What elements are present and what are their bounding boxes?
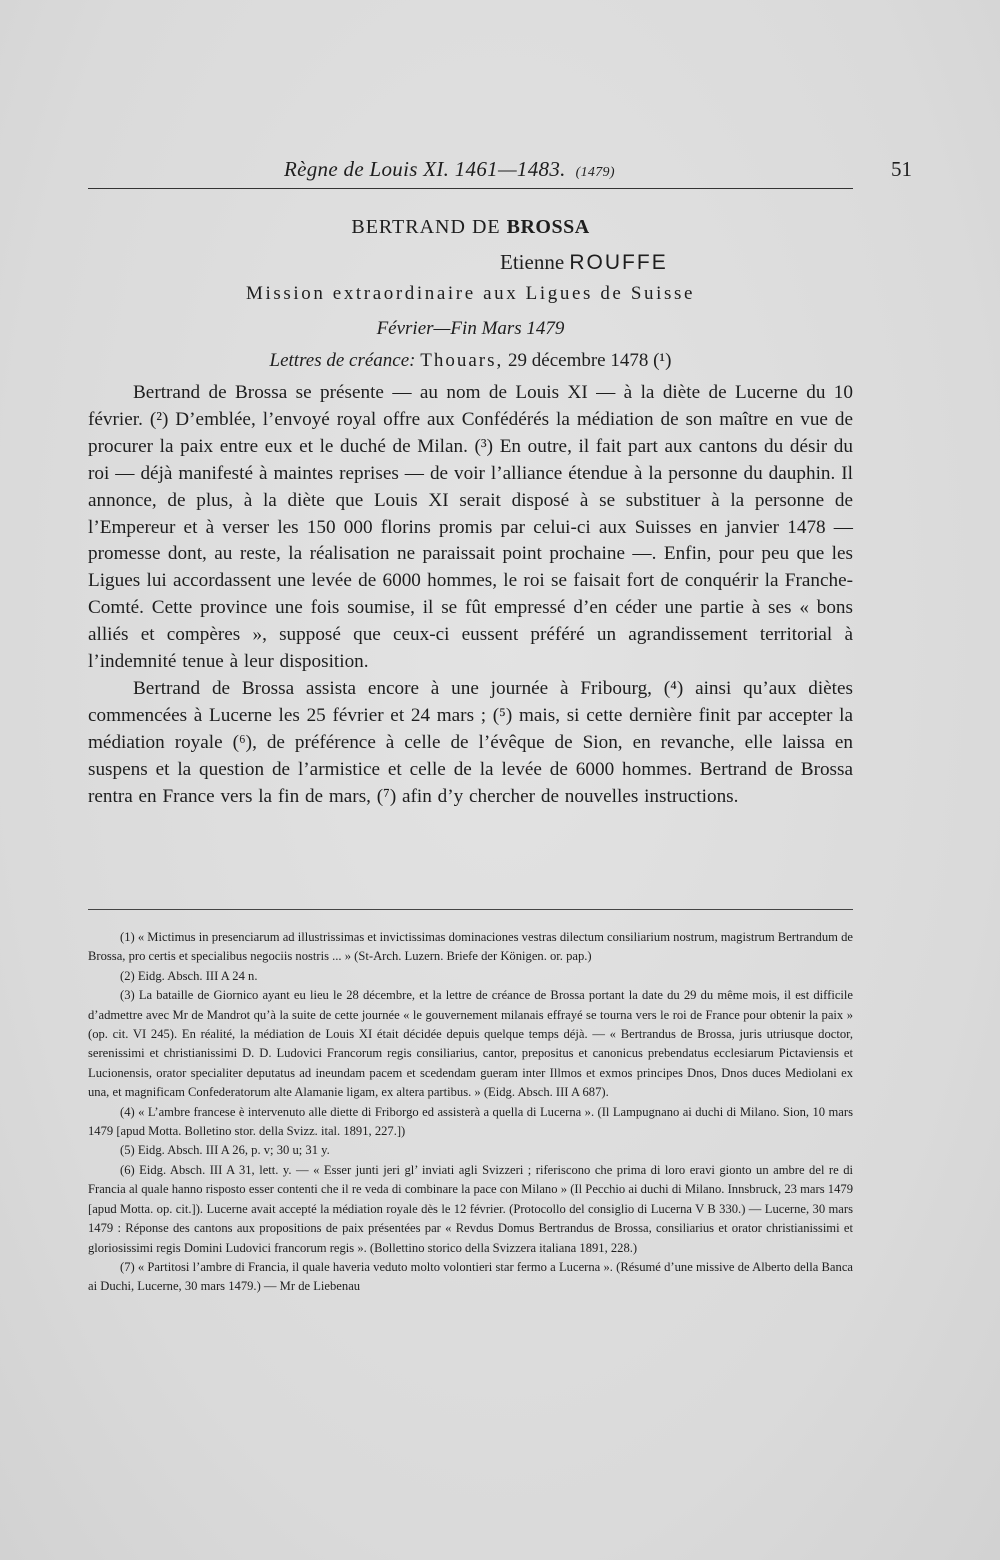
header-year: (1479) — [575, 165, 615, 180]
mission-title: Mission extraordinaire aux Ligues de Suisse — [246, 283, 695, 304]
footnote: (1) « Mictimus in presenciarum ad illustrissimas et invictissimas dominaciones vestras dilectum consiliarium nostrum, magistrum Bertrandum de Brossa, pro certis et specialibus negociis nostris ... » (St-Arch. Luzern. Briefe der Königen. or. pap.) — [88, 930, 853, 964]
paragraph: Bertrand de Brossa se présente — au nom de Louis XI — à la diète de Lucerne du 10 février. (²) D’emblée, l’envoyé royal offre aux Confédérés la médiation de son maître en vue de procurer la paix entre eux et le duché de Milan. (³) En outre, il fait part aux cantons du désir du roi — déjà manifesté à maintes reprises — de voir l’alliance étendue à la personne du dauphin. Il annonce, de plus, à la diète que Louis XI serait disposé à se substituer à la personne de l’Empereur et à verser les 150 000 florins promis par celui-ci aux Suisses en janvier 1478 — promesse dont, au reste, la réalisation ne paraissait point prochaine —. Enfin, pour peu que les Ligues lui accordassent une levée de 6000 hommes, le roi se faisait fort de conquérir la Franche-Comté. Cette province une fois soumise, il se fût empressé d’en céder une partie à ses « bons alliés et compères », supposé que ceux-ci eussent préféré un agrandissement territorial à l’indemnité tenue à leur disposition. — [88, 382, 853, 673]
second-envoy-name: Etienne ROUFFE — [500, 250, 668, 274]
footnotes — [88, 928, 853, 1297]
header-rule — [88, 188, 853, 189]
running-title: Règne de Louis XI. 1461—1483. (1479) — [284, 157, 615, 181]
footnote: (2) Eidg. Absch. III A 24 n. — [120, 968, 258, 983]
envoy-name: BERTRAND DE BROSSA — [351, 216, 590, 238]
paragraph: Bertrand de Brossa assista encore à une journée à Fribourg, (⁴) ainsi qu’aux diètes commencées à Lucerne les 25 février et 24 mars ; (⁵) mais, si cette dernière finit par accepter la médiation royale (⁶), de préférence à celle de l’évêque de Sion, en revanche, elle laissa en suspens et la question de l’armistice et celle de la levée de 6000 hommes. Bertrand de Brossa rentra en France vers la fin de mars, (⁷) afin d’y chercher de nouvelles instructions. — [88, 677, 853, 807]
footnote: (3) La bataille de Giornico ayant eu lieu le 28 décembre, et la lettre de créance de Brossa portant la date du 29 du même mois, il est difficile d’admettre avec Mr de Mandrot qu’à la suite de cette journée « le gouvernement milanais effrayé se tourna vers le roi de France pour obtenir la paix » (op. cit. VI 245). En réalité, la médiation de Louis XI était décidée depuis quelque temps déjà. — « Bertrandus de Brossa, juris utriusque doctor, serenissimi et christianissimi D. D. Ludovici Francorum regis consiliarius, cantor, prepositus et canonicus prebendatus ecclesiarum Pictaviensis et Lucionensis, orator specialiter deputatus ad ineundam pacem et scedendam gueram inter Illmos et exmos principes Dnos, Dnos duces Mediolani ex una, et magnificam Confederatorum alte Alamanie ligam, ex altera partibus. » (Eidg. Absch. III A 687). — [88, 988, 853, 1100]
footnote: (5) Eidg. Absch. III A 26, p. v; 30 u; 31 y. — [120, 1143, 330, 1158]
footnote: (4) « L’ambre francese è intervenuto alle diette di Friborgo ed assisterà a quella di Lucerna ». (Il Lampugnano ai duchi di Milano. Sion, 10 mars 1479 [apud Motta. Bolletino stor. della Svizz. ital. 1891, 227.]) — [88, 1104, 853, 1139]
running-header — [88, 157, 912, 183]
footnote-rule — [88, 909, 853, 910]
footnote: (7) « Partitosi l’ambre di Francia, il quale haveria veduto molto volontieri star fermo a Lucerna ». (Résumé d’une missive de Alberto della Banca ai Duchi, Lucerne, 30 mars 1479.) — Mr de Liebenau — [88, 1259, 853, 1294]
credentials-line: Lettres de créance: Thouars, 29 décembre 1478 (¹) — [269, 350, 672, 371]
main-text — [88, 380, 853, 811]
mission-dates: Février—Fin Mars 1479 — [376, 318, 565, 339]
footnote: (6) Eidg. Absch. III A 31, lett. y. — « Esser junti jeri gl’ inviati agli Svizzeri ; riferiscono che prima di loro eravi gionto un ambre del re di Francia al quale hanno risposto esser contenti che il re veda di combinare la pace con Milano » (Il Pecchio ai duchi di Milano. Innsbruck, 23 mars 1479 [apud Motta. op. cit.]). Lucerne avait accepté la médiation royale dès le 12 février. (Protocollo del consiglio di Lucerna V B 330.) — Lucerne, 30 mars 1479 : Réponse des cantons aux propositions de paix présentées par « Revdus Domus Bertrandus de Brossa, consiliarius et orator christianissimi et gloriosissimi regis Domini Ludovici francorum regis ». (Bollettino storico della Svizzera italiana 1891, 228.) — [88, 1162, 853, 1255]
page-number: 51 — [891, 157, 912, 181]
